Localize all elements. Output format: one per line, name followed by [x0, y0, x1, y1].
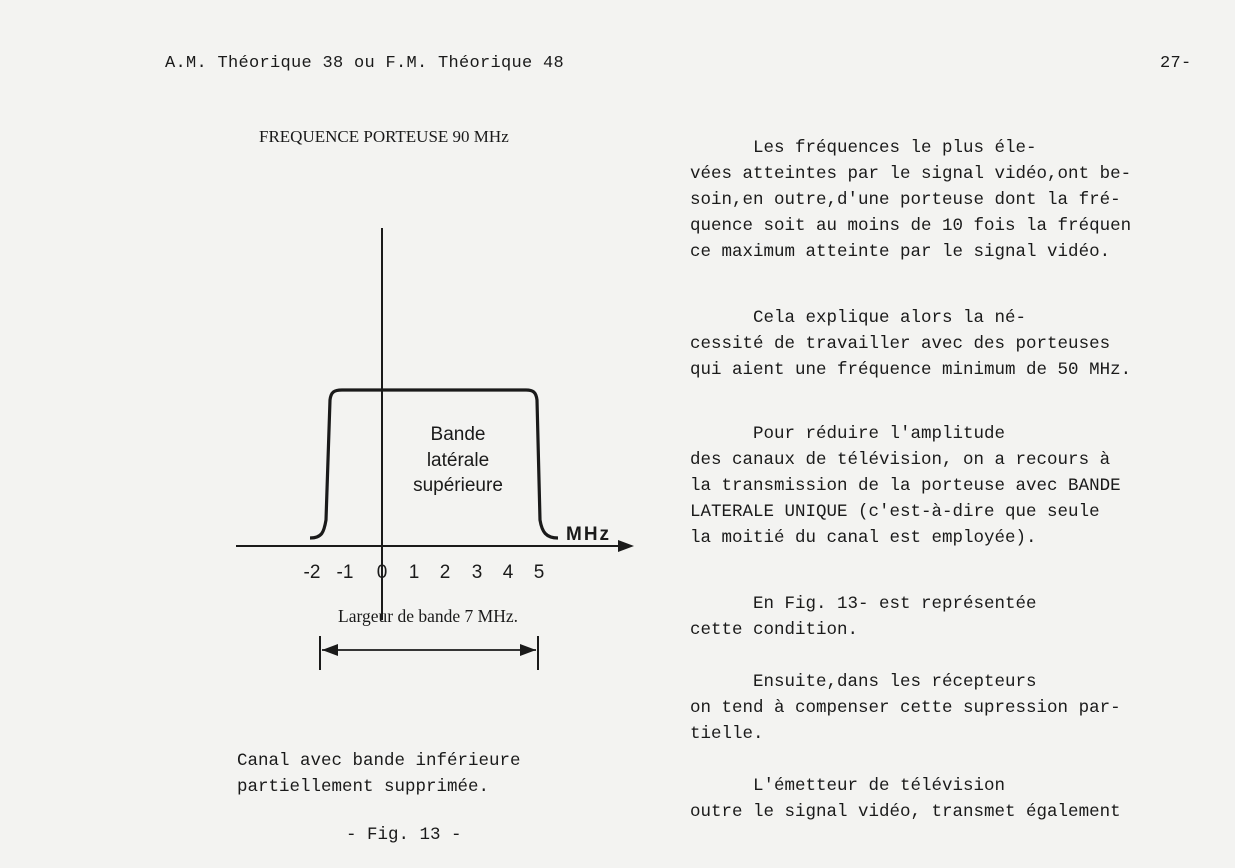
paragraph-line: ce maximum atteinte par le signal vidéo.	[690, 242, 1111, 262]
paragraph-line: soin,en outre,d'une porteuse dont la fré-	[690, 190, 1121, 210]
paragraph-line: quence soit au moins de 10 fois la fréquen	[690, 216, 1132, 236]
paragraph-line: la transmission de la porteuse avec BANDE	[690, 476, 1121, 496]
paragraph-line: vées atteintes par le signal vidéo,ont be-	[690, 164, 1132, 184]
tick-label: 5	[533, 562, 545, 583]
figure-caption-line-2: partiellement supprimée.	[237, 777, 490, 797]
tick-label: 3	[471, 562, 483, 583]
spectrum-diagram	[230, 220, 650, 700]
paragraph-line: Pour réduire l'amplitude	[690, 424, 1006, 444]
tick-label: 2	[439, 562, 451, 583]
tick-label: -2	[303, 562, 321, 583]
paragraph-line: cessité de travailler avec des porteuses	[690, 334, 1111, 354]
tick-labels	[304, 562, 545, 583]
band-label-line-2: latérale	[426, 450, 490, 471]
dimension-arrow-left	[322, 644, 338, 656]
paragraph-line: outre le signal vidéo, transmet également	[690, 802, 1121, 822]
paragraph-line: des canaux de télévision, on a recours à	[690, 450, 1111, 470]
paragraph-line: tielle.	[690, 724, 764, 744]
paragraph-line: qui aient une fréquence minimum de 50 MHz.	[690, 360, 1132, 380]
tick-label: 0	[376, 562, 388, 583]
paragraph-line: L'émetteur de télévision	[690, 776, 1006, 796]
paragraph-line: Ensuite,dans les récepteurs	[690, 672, 1037, 692]
page-number: 27-	[1160, 54, 1192, 73]
paragraph-line: la moitié du canal est employée).	[690, 528, 1037, 548]
figure-caption-line-1: Canal avec bande inférieure	[237, 751, 521, 771]
dimension-arrow-right	[520, 644, 536, 656]
paragraph-line: LATERALE UNIQUE (c'est-à-dire que seule	[690, 502, 1100, 522]
tick-label: -1	[336, 562, 354, 583]
tick-label: 1	[408, 562, 420, 583]
paragraph-line: En Fig. 13- est représentée	[690, 594, 1037, 614]
figure-title: FREQUENCE PORTEUSE 90 MHz	[259, 127, 509, 146]
band-label-line-1: Bande	[430, 424, 486, 445]
axis-unit-label: MHz	[566, 524, 612, 545]
axis-arrow	[618, 540, 634, 552]
paragraph-line: on tend à compenser cette supression par-	[690, 698, 1121, 718]
figure-number: - Fig. 13 -	[346, 825, 462, 845]
paragraph-line: Cela explique alors la né-	[690, 308, 1027, 328]
running-header: A.M. Théorique 38 ou F.M. Théorique 48	[165, 54, 565, 73]
paragraph-line: Les fréquences le plus éle-	[690, 138, 1037, 158]
paragraph-line: cette condition.	[690, 620, 859, 640]
tick-label: 4	[502, 562, 514, 583]
band-label-line-3: supérieure	[413, 475, 503, 496]
bandwidth-label: Largeur de bande 7 MHz.	[338, 606, 518, 626]
